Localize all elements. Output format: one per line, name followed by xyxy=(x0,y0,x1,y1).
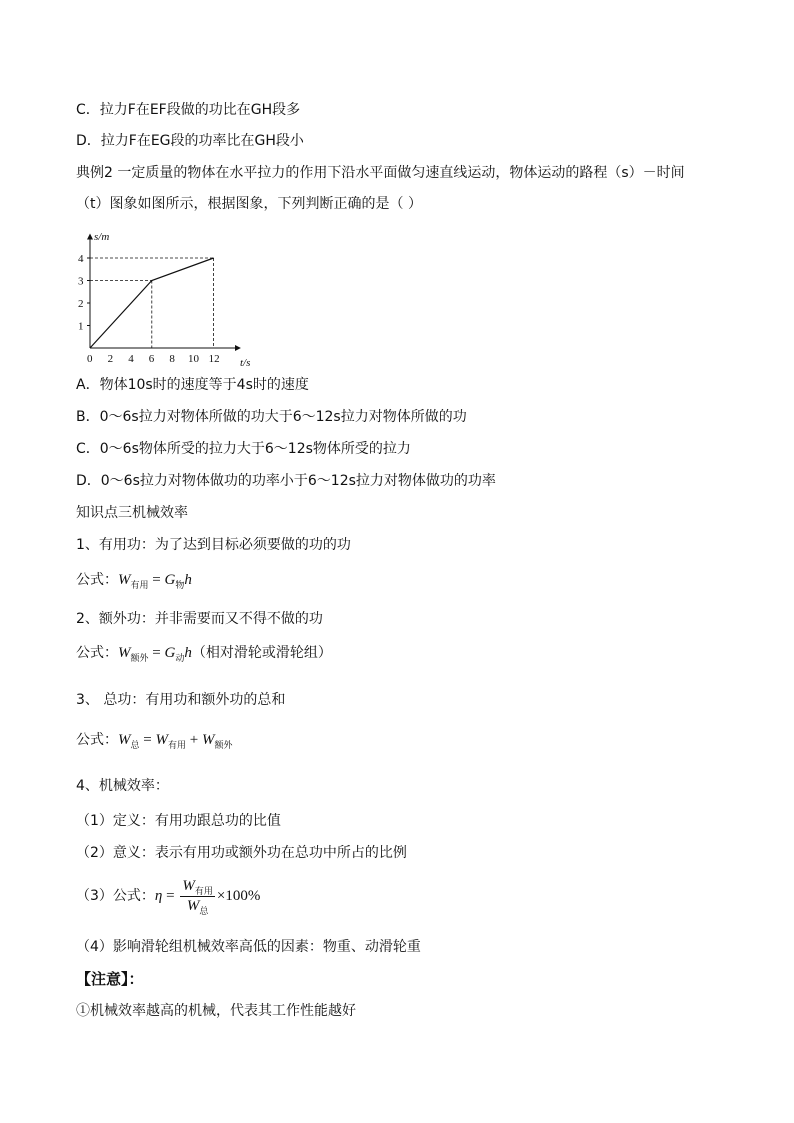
y-tick-label-4: 4 xyxy=(78,253,84,265)
prev-option-d: D．拉力F在EG段的功率比在GH段小 xyxy=(76,133,304,149)
y-tick-label-2: 2 xyxy=(78,298,84,310)
example2-question-line2: （t）图象如图所示，根据图象，下列判断正确的是（ ） xyxy=(76,196,422,212)
x-tick-label-0: 0 xyxy=(87,353,93,365)
x-tick-label-10: 10 xyxy=(188,353,199,365)
prev-option-c: C．拉力F在EF段做的功比在GH段多 xyxy=(76,102,301,118)
x-tick-label-12: 12 xyxy=(208,353,220,365)
efficiency-formula: （3）公式：η = $\frac{W_{有用}}{W_总}$ ×100% xyxy=(76,877,261,916)
x-axis-label: t/s xyxy=(240,357,251,369)
total-work-definition: 3、 总功：有用功和额外功的总和 xyxy=(76,692,286,708)
efficiency-heading: 4、机械效率： xyxy=(76,778,169,794)
option-d: D．0～6s拉力对物体做功的功率小于6～12s拉力对物体做功的功率 xyxy=(76,473,496,489)
formula-label: 公式： xyxy=(76,572,118,588)
option-c: C．0～6s物体所受的拉力大于6～12s物体所受的拉力 xyxy=(76,441,411,457)
note-item-1: ①机械效率越高的机械，代表其工作性能越好 xyxy=(76,1003,356,1019)
efficiency-factors: （4）影响滑轮组机械效率高低的因素：物重、动滑轮重 xyxy=(76,939,421,955)
x-tick-label-2: 2 xyxy=(107,353,114,365)
x-tick-label-8: 8 xyxy=(169,353,175,365)
knowledge-point-3-title: 知识点三机械效率 xyxy=(76,505,188,521)
x-tick-label-6: 6 xyxy=(148,353,155,365)
extra-work-formula: 公式：$W_{额外} = G_动h$（相对滑轮或滑轮组） xyxy=(76,645,332,663)
chart-guides xyxy=(90,258,214,348)
y-tick-label-3: 3 xyxy=(78,275,84,288)
x-tick-label-4: 4 xyxy=(128,353,134,365)
chart-axes xyxy=(90,237,238,349)
useful-work-formula: 公式：$W_{有用} = G_物h$ xyxy=(76,572,192,590)
example2-question-line1: 典例2 一定质量的物体在水平拉力的作用下沿水平面做匀速直线运动，物体运动的路程（s）－时间 xyxy=(76,165,685,181)
total-work-formula: 公式：$W_总 = W_{有用} + W_{额外}$ xyxy=(76,732,233,750)
efficiency-meaning: （2）意义：表示有用功或额外功在总功中所占的比例 xyxy=(76,845,407,861)
s-t-graph xyxy=(76,220,276,370)
option-b: B．0～6s拉力对物体所做的功大于6～12s拉力对物体所做的功 xyxy=(76,409,467,425)
option-a: A．物体10s时的速度等于4s时的速度 xyxy=(76,377,309,393)
y-axis-label: s/m xyxy=(94,231,110,243)
efficiency-definition: （1）定义：有用功跟总功的比值 xyxy=(76,813,281,829)
extra-work-definition: 2、额外功：并非需要而又不得不做的功 xyxy=(76,611,323,627)
note-title: 【注意】： xyxy=(76,970,144,988)
y-tick-label-1: 1 xyxy=(78,320,84,333)
useful-work-definition: 1、有用功：为了达到目标必须要做的功的功 xyxy=(76,537,351,553)
